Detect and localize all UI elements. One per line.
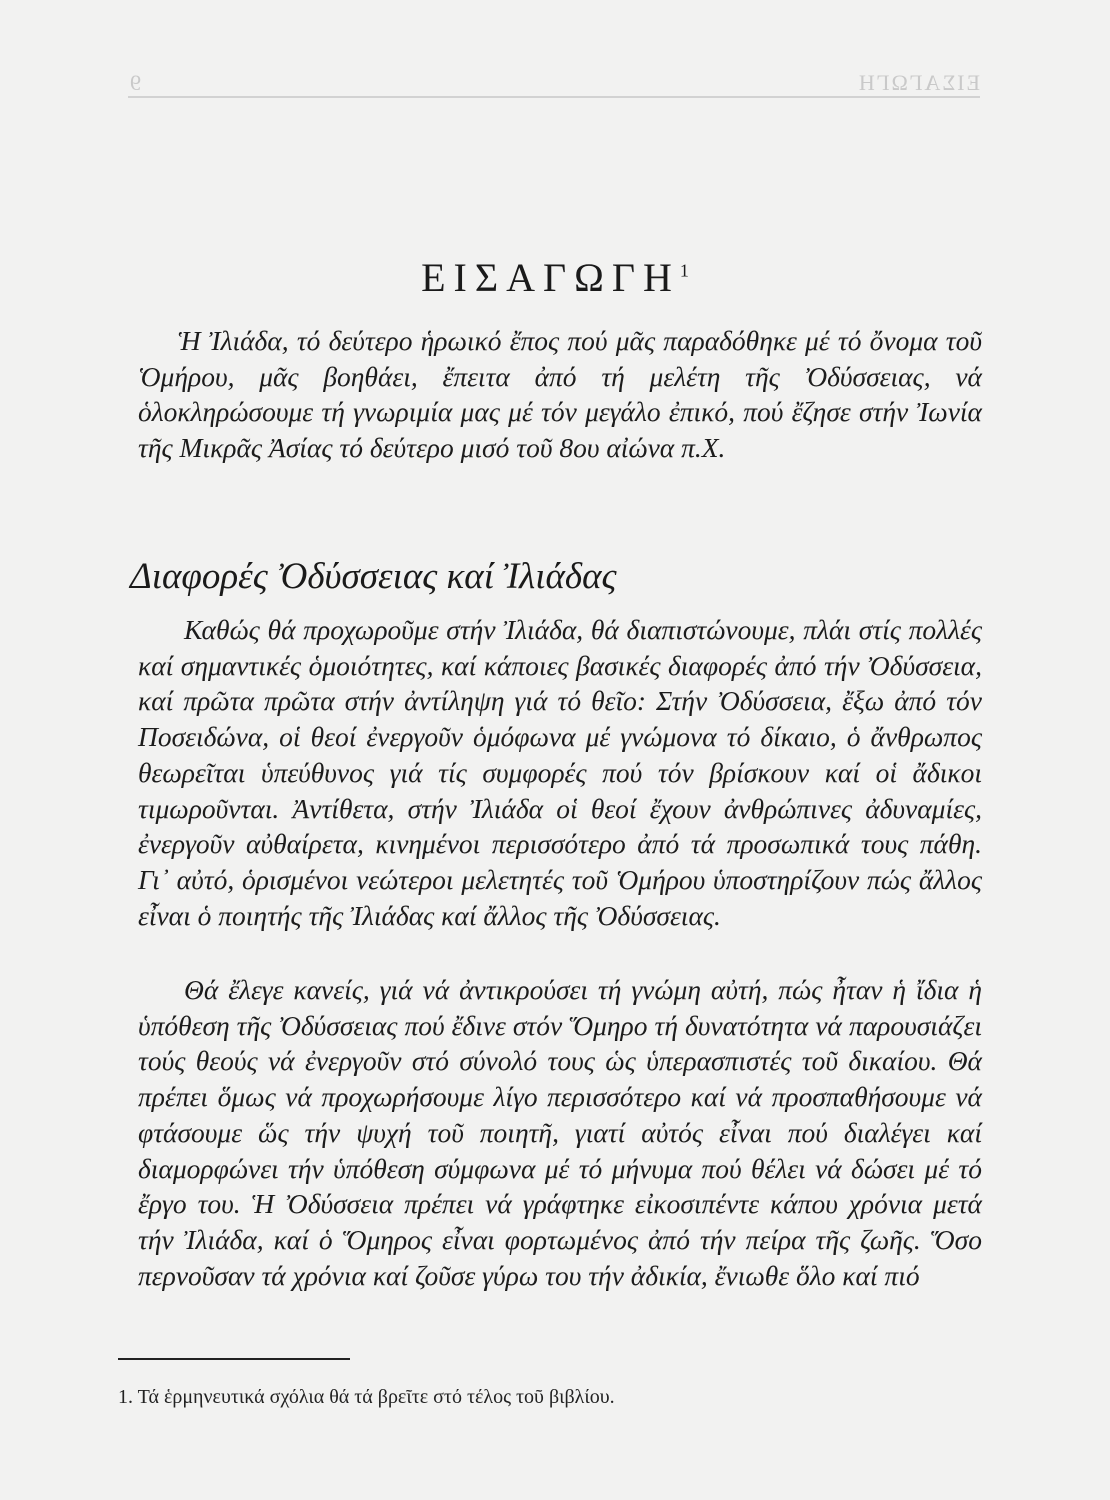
page-title-text: ΕΙΣΑΓΩΓΗ [421,255,680,300]
title-footnote-marker: 1 [679,260,689,281]
paragraph-1: Καθώς θά προχωροῦμε στήν Ἰλιάδα, θά διαπιστώνουμε, πλάι στίς πολλές καί σημαντικές ὁμοιότητες, καί κάποιες βασικές διαφορές ἀπό τήν Ὀδύσσεια, καί πρῶτα πρῶτα στήν ἀντίληψη γιά τό θεῖο: Στήν Ὀδύσσεια, ἔξω ἀπό τόν Ποσειδώνα, οἱ θεοί ἐνεργοῦν ὁμόφωνα μέ γνώμονα τό δίκαιο, ὁ ἄνθρωπος θεωρεῖται ὑπεύθυνος γιά τίς συμφορές πού τόν βρίσκουν καί οἱ ἄδικοι τιμωροῦνται. Ἀντίθετα, στήν Ἰλιάδα οἱ θεοί ἔχουν ἀνθρώπινες ἀδυναμίες, ἐνεργοῦν αὐθαίρετα, κινημένοι περισσότερο ἀπό τά προσωπικά τους πάθη. Γι᾽ αὐτό, ὁρισμένοι νεώτεροι μελετητές τοῦ Ὁμήρου ὑποστηρίζουν πώς ἄλλος εἶναι ὁ ποιητής τῆς Ἰλιάδας καί ἄλλος τῆς Ὀδύσσειας. [138,614,982,931]
paragraph-2: Θά ἔλεγε κανείς, γιά νά ἀντικρούσει τή γνώμη αὐτή, πώς ἦταν ἡ ἴδια ἡ ὑπόθεση τῆς Ὀδύσσειας πού ἔδινε στόν Ὅμηρο τή δυνατότητα νά παρουσιάζει τούς θεούς νά ἐνεργοῦν στό σύνολό τους ὡς ὑπερασπιστές τοῦ δικαίου. Θά πρέπει ὅμως νά προχωρήσουμε λίγο περισσότερο καί νά προσπαθήσουμε νά φτάσουμε ὥς τήν ψυχή τοῦ ποιητῆ, γιατί αὐτός εἶναι πού διαλέγει καί διαμορφώνει τήν ὑπόθεση σύμφωνα μέ τό μήνυμα πού θέλει νά δώσει μέ τό ἔργο του. Ἡ Ὀδύσσεια πρέπει νά γράφτηκε εἰκοσιπέντε κάπου χρόνια μετά τήν Ἰλιάδα, καί ὁ Ὅμηρος εἶναι φορτωμένος ἀπό τήν πείρα τῆς ζωῆς. Ὅσο περνοῦσαν τά χρόνια καί ζοῦσε γύρω του τήν ἀδικία, ἔνιωθε ὅλο καί πιό [138,974,982,1291]
page-title [0,254,1110,301]
footnote-divider [118,1358,350,1360]
bleed-through-page-number: 9 [128,70,141,95]
footnote: 1. Τά ἑρμηνευτικά σχόλια θά τά βρεῖτε στό τέλος τοῦ βιβλίου. [118,1386,615,1408]
intro-paragraph: Ἡ Ἰλιάδα, τό δεύτερο ἡρωικό ἔπος πού μᾶς παραδόθηκε μέ τό ὄνομα τοῦ Ὁμήρου, μᾶς βοηθάει, ἔπειτα ἀπό τή μελέτη τῆς Ὀδύσσειας, νά ὁλοκληρώσουμε τή γνωριμία μας μέ τόν μεγάλο ἐπικό, πού ἔζησε στήν Ἰωνία τῆς Μικρᾶς Ἀσίας τό δεύτερο μισό τοῦ 8ου αἰώνα π.Χ. [138,325,982,464]
bleed-through-title: ΕΙΣΑΓΩΓΗ [856,70,980,95]
bleed-through-header [128,62,980,98]
section-heading: Διαφορές Ὀδύσσειας καί Ἰλιάδας [130,556,617,597]
